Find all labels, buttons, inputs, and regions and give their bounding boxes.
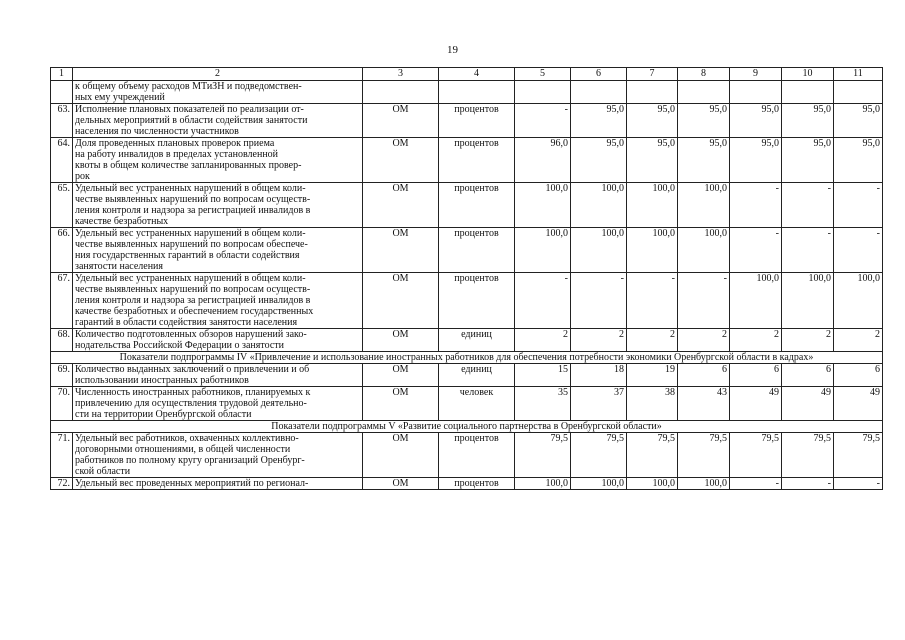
row-value: -	[782, 478, 834, 490]
section-header-v: Показатели подпрограммы V «Развитие социального партнерства в Оренбургской области»	[51, 421, 883, 433]
row-source: ОМ	[363, 104, 439, 138]
description-line: Исполнение плановых показателей по реализации от-	[75, 104, 304, 115]
description-line: дельных мероприятий в области содействия занятости	[75, 115, 308, 126]
row-value: 95,0	[571, 104, 627, 138]
description-line: на работу инвалидов в пределах установленной	[75, 149, 279, 160]
description-line: ления контроля и надзора за регистрацией инвалидов в	[75, 295, 311, 306]
row-source: ОМ	[363, 228, 439, 273]
row-value: -	[834, 183, 883, 228]
row-description	[73, 183, 363, 228]
row-unit: процентов	[439, 183, 515, 228]
description-line: квоты в общем количестве запланированных провер-	[75, 160, 302, 171]
description-line: Удельный вес устраненных нарушений в общем коли-	[75, 228, 306, 239]
description-line: сти на территории Оренбургской области	[75, 409, 252, 420]
row-value: 96,0	[515, 138, 571, 183]
row-value: 100,0	[678, 183, 730, 228]
table-row	[51, 433, 883, 478]
row-value: 95,0	[571, 138, 627, 183]
row-value: 100,0	[515, 228, 571, 273]
row-value: 43	[678, 387, 730, 421]
col-header-8: 8	[678, 68, 730, 81]
row-value: 79,5	[834, 433, 883, 478]
row-description	[73, 387, 363, 421]
col-header-10: 10	[782, 68, 834, 81]
row-value: 79,5	[571, 433, 627, 478]
row-value: -	[834, 228, 883, 273]
row-description	[73, 329, 363, 352]
row-unit: процентов	[439, 478, 515, 490]
row-value: -	[782, 228, 834, 273]
description-line: Удельный вес устраненных нарушений в общем коли-	[75, 183, 306, 194]
row-description	[73, 228, 363, 273]
row-value: 49	[834, 387, 883, 421]
row-value	[834, 81, 883, 104]
row-description	[73, 81, 363, 104]
row-number: 67.	[51, 273, 73, 329]
table-row	[51, 228, 883, 273]
description-line: Количество подготовленных обзоров нарушений зако-	[75, 329, 307, 340]
row-value: -	[571, 273, 627, 329]
row-value: 100,0	[627, 228, 678, 273]
row-description	[73, 478, 363, 490]
page-number: 19	[447, 44, 458, 56]
column-header-row	[51, 68, 883, 81]
row-value: 95,0	[834, 104, 883, 138]
row-number: 72.	[51, 478, 73, 490]
row-value: 100,0	[571, 228, 627, 273]
row-value: 6	[834, 364, 883, 387]
row-value: 37	[571, 387, 627, 421]
row-value: 19	[627, 364, 678, 387]
table-row	[51, 183, 883, 228]
row-source: ОМ	[363, 433, 439, 478]
description-line: честве выявленных нарушений по вопросам осуществ-	[75, 284, 311, 295]
description-line: занятости населения	[75, 261, 164, 272]
description-line: честве выявленных нарушений по вопросам обеспече-	[75, 239, 308, 250]
table-row	[51, 273, 883, 329]
description-line: Удельный вес проведенных мероприятий по регионал-	[75, 478, 309, 489]
row-value: 6	[678, 364, 730, 387]
row-description	[73, 433, 363, 478]
row-value: 35	[515, 387, 571, 421]
row-value: 79,5	[515, 433, 571, 478]
row-number: 64.	[51, 138, 73, 183]
row-value: 79,5	[730, 433, 782, 478]
row-number: 69.	[51, 364, 73, 387]
row-value: 79,5	[678, 433, 730, 478]
row-value: 2	[627, 329, 678, 352]
row-description	[73, 364, 363, 387]
row-value: 49	[782, 387, 834, 421]
col-header-11: 11	[834, 68, 883, 81]
table-row	[51, 364, 883, 387]
table-row	[51, 387, 883, 421]
row-value: -	[627, 273, 678, 329]
row-value	[515, 81, 571, 104]
row-source	[363, 81, 439, 104]
description-line: ской области	[75, 466, 131, 477]
row-unit: процентов	[439, 104, 515, 138]
col-header-1: 1	[51, 68, 73, 81]
table-row	[51, 478, 883, 490]
row-source: ОМ	[363, 138, 439, 183]
row-value	[782, 81, 834, 104]
row-value: 100,0	[678, 478, 730, 490]
row-value: 100,0	[515, 183, 571, 228]
description-line: Доля проведенных плановых проверок приема	[75, 138, 275, 149]
row-value	[730, 81, 782, 104]
description-line: использовании иностранных работников	[75, 375, 249, 386]
row-value: 2	[834, 329, 883, 352]
row-value: 95,0	[627, 104, 678, 138]
row-value: -	[678, 273, 730, 329]
row-description	[73, 273, 363, 329]
row-source: ОМ	[363, 478, 439, 490]
row-value: 38	[627, 387, 678, 421]
row-value: -	[730, 228, 782, 273]
section-header-iv-row	[51, 352, 883, 364]
row-value	[627, 81, 678, 104]
row-unit: человек	[439, 387, 515, 421]
indicators-table	[50, 67, 883, 490]
row-value: 100,0	[571, 478, 627, 490]
row-value: -	[730, 478, 782, 490]
row-value: 95,0	[627, 138, 678, 183]
section-header-v-row	[51, 421, 883, 433]
row-number: 63.	[51, 104, 73, 138]
description-line: Количество выданных заключений о привлечении и об	[75, 364, 310, 375]
row-value: 95,0	[678, 138, 730, 183]
table-row	[51, 104, 883, 138]
col-header-6: 6	[571, 68, 627, 81]
row-value: -	[782, 183, 834, 228]
description-line: к общему объему расходов МТиЗН и подведомствен-	[75, 81, 302, 92]
description-line: Численность иностранных работников, планируемых к	[75, 387, 311, 398]
row-value: 2	[730, 329, 782, 352]
row-value: 100,0	[730, 273, 782, 329]
row-source: ОМ	[363, 387, 439, 421]
description-line: Удельный вес работников, охваченных коллективно-	[75, 433, 299, 444]
col-header-5: 5	[515, 68, 571, 81]
row-number	[51, 81, 73, 104]
row-value: 2	[678, 329, 730, 352]
continuation-row	[51, 81, 883, 104]
description-line: гарантий в области содействия занятости населения	[75, 317, 298, 328]
row-value: 2	[782, 329, 834, 352]
row-value	[571, 81, 627, 104]
row-value: 49	[730, 387, 782, 421]
section-header-iv: Показатели подпрограммы IV «Привлечение и использование иностранных работников для обеспечения потребности экономики Оренбургской области в кадрах»	[51, 352, 883, 364]
description-line: качестве безработных	[75, 216, 169, 227]
row-number: 70.	[51, 387, 73, 421]
col-header-7: 7	[627, 68, 678, 81]
row-value: 6	[782, 364, 834, 387]
row-value: 95,0	[782, 138, 834, 183]
row-unit: единиц	[439, 329, 515, 352]
row-value: 95,0	[834, 138, 883, 183]
row-value: 95,0	[782, 104, 834, 138]
row-number: 71.	[51, 433, 73, 478]
row-value: 79,5	[627, 433, 678, 478]
row-value: 15	[515, 364, 571, 387]
row-description	[73, 104, 363, 138]
row-unit: процентов	[439, 228, 515, 273]
row-value: 100,0	[627, 478, 678, 490]
row-unit: единиц	[439, 364, 515, 387]
description-line: договорными отношениями, в общей численности	[75, 444, 291, 455]
row-unit	[439, 81, 515, 104]
col-header-3: 3	[363, 68, 439, 81]
row-unit: процентов	[439, 273, 515, 329]
row-value: 95,0	[730, 104, 782, 138]
description-line: честве выявленных нарушений по вопросам осуществ-	[75, 194, 311, 205]
description-line: ных ему учреждений	[75, 92, 165, 103]
row-source: ОМ	[363, 273, 439, 329]
row-value: -	[834, 478, 883, 490]
row-value: 6	[730, 364, 782, 387]
row-value: 95,0	[730, 138, 782, 183]
description-line: ления контроля и надзора за регистрацией инвалидов в	[75, 205, 311, 216]
row-value: 100,0	[571, 183, 627, 228]
row-value: 2	[571, 329, 627, 352]
description-line: нодательства Российской Федерации о занятости	[75, 340, 285, 351]
row-source: ОМ	[363, 183, 439, 228]
row-value: 100,0	[782, 273, 834, 329]
row-value: 100,0	[678, 228, 730, 273]
row-number: 66.	[51, 228, 73, 273]
description-line: рок	[75, 171, 90, 182]
row-value: -	[730, 183, 782, 228]
description-line: привлечению для осуществления трудовой деятельно-	[75, 398, 307, 409]
row-description	[73, 138, 363, 183]
table-row	[51, 138, 883, 183]
row-source: ОМ	[363, 364, 439, 387]
row-value: 18	[571, 364, 627, 387]
row-unit: процентов	[439, 138, 515, 183]
row-value: 100,0	[834, 273, 883, 329]
col-header-2: 2	[73, 68, 363, 81]
row-number: 68.	[51, 329, 73, 352]
row-value: 79,5	[782, 433, 834, 478]
row-value	[678, 81, 730, 104]
col-header-9: 9	[730, 68, 782, 81]
row-value: -	[515, 104, 571, 138]
row-value: 2	[515, 329, 571, 352]
row-value: 100,0	[627, 183, 678, 228]
table-row	[51, 329, 883, 352]
description-line: качестве безработных и обеспечением государственных	[75, 306, 314, 317]
row-value: 100,0	[515, 478, 571, 490]
table-body	[51, 68, 883, 490]
row-value: -	[515, 273, 571, 329]
row-number: 65.	[51, 183, 73, 228]
row-source: ОМ	[363, 329, 439, 352]
description-line: ния государственных гарантий в области содействия	[75, 250, 300, 261]
description-line: Удельный вес устраненных нарушений в общем коли-	[75, 273, 306, 284]
col-header-4: 4	[439, 68, 515, 81]
row-unit: процентов	[439, 433, 515, 478]
row-value: 95,0	[678, 104, 730, 138]
description-line: населения по численности участников	[75, 126, 239, 137]
description-line: работников по полному кругу организаций Оренбург-	[75, 455, 305, 466]
